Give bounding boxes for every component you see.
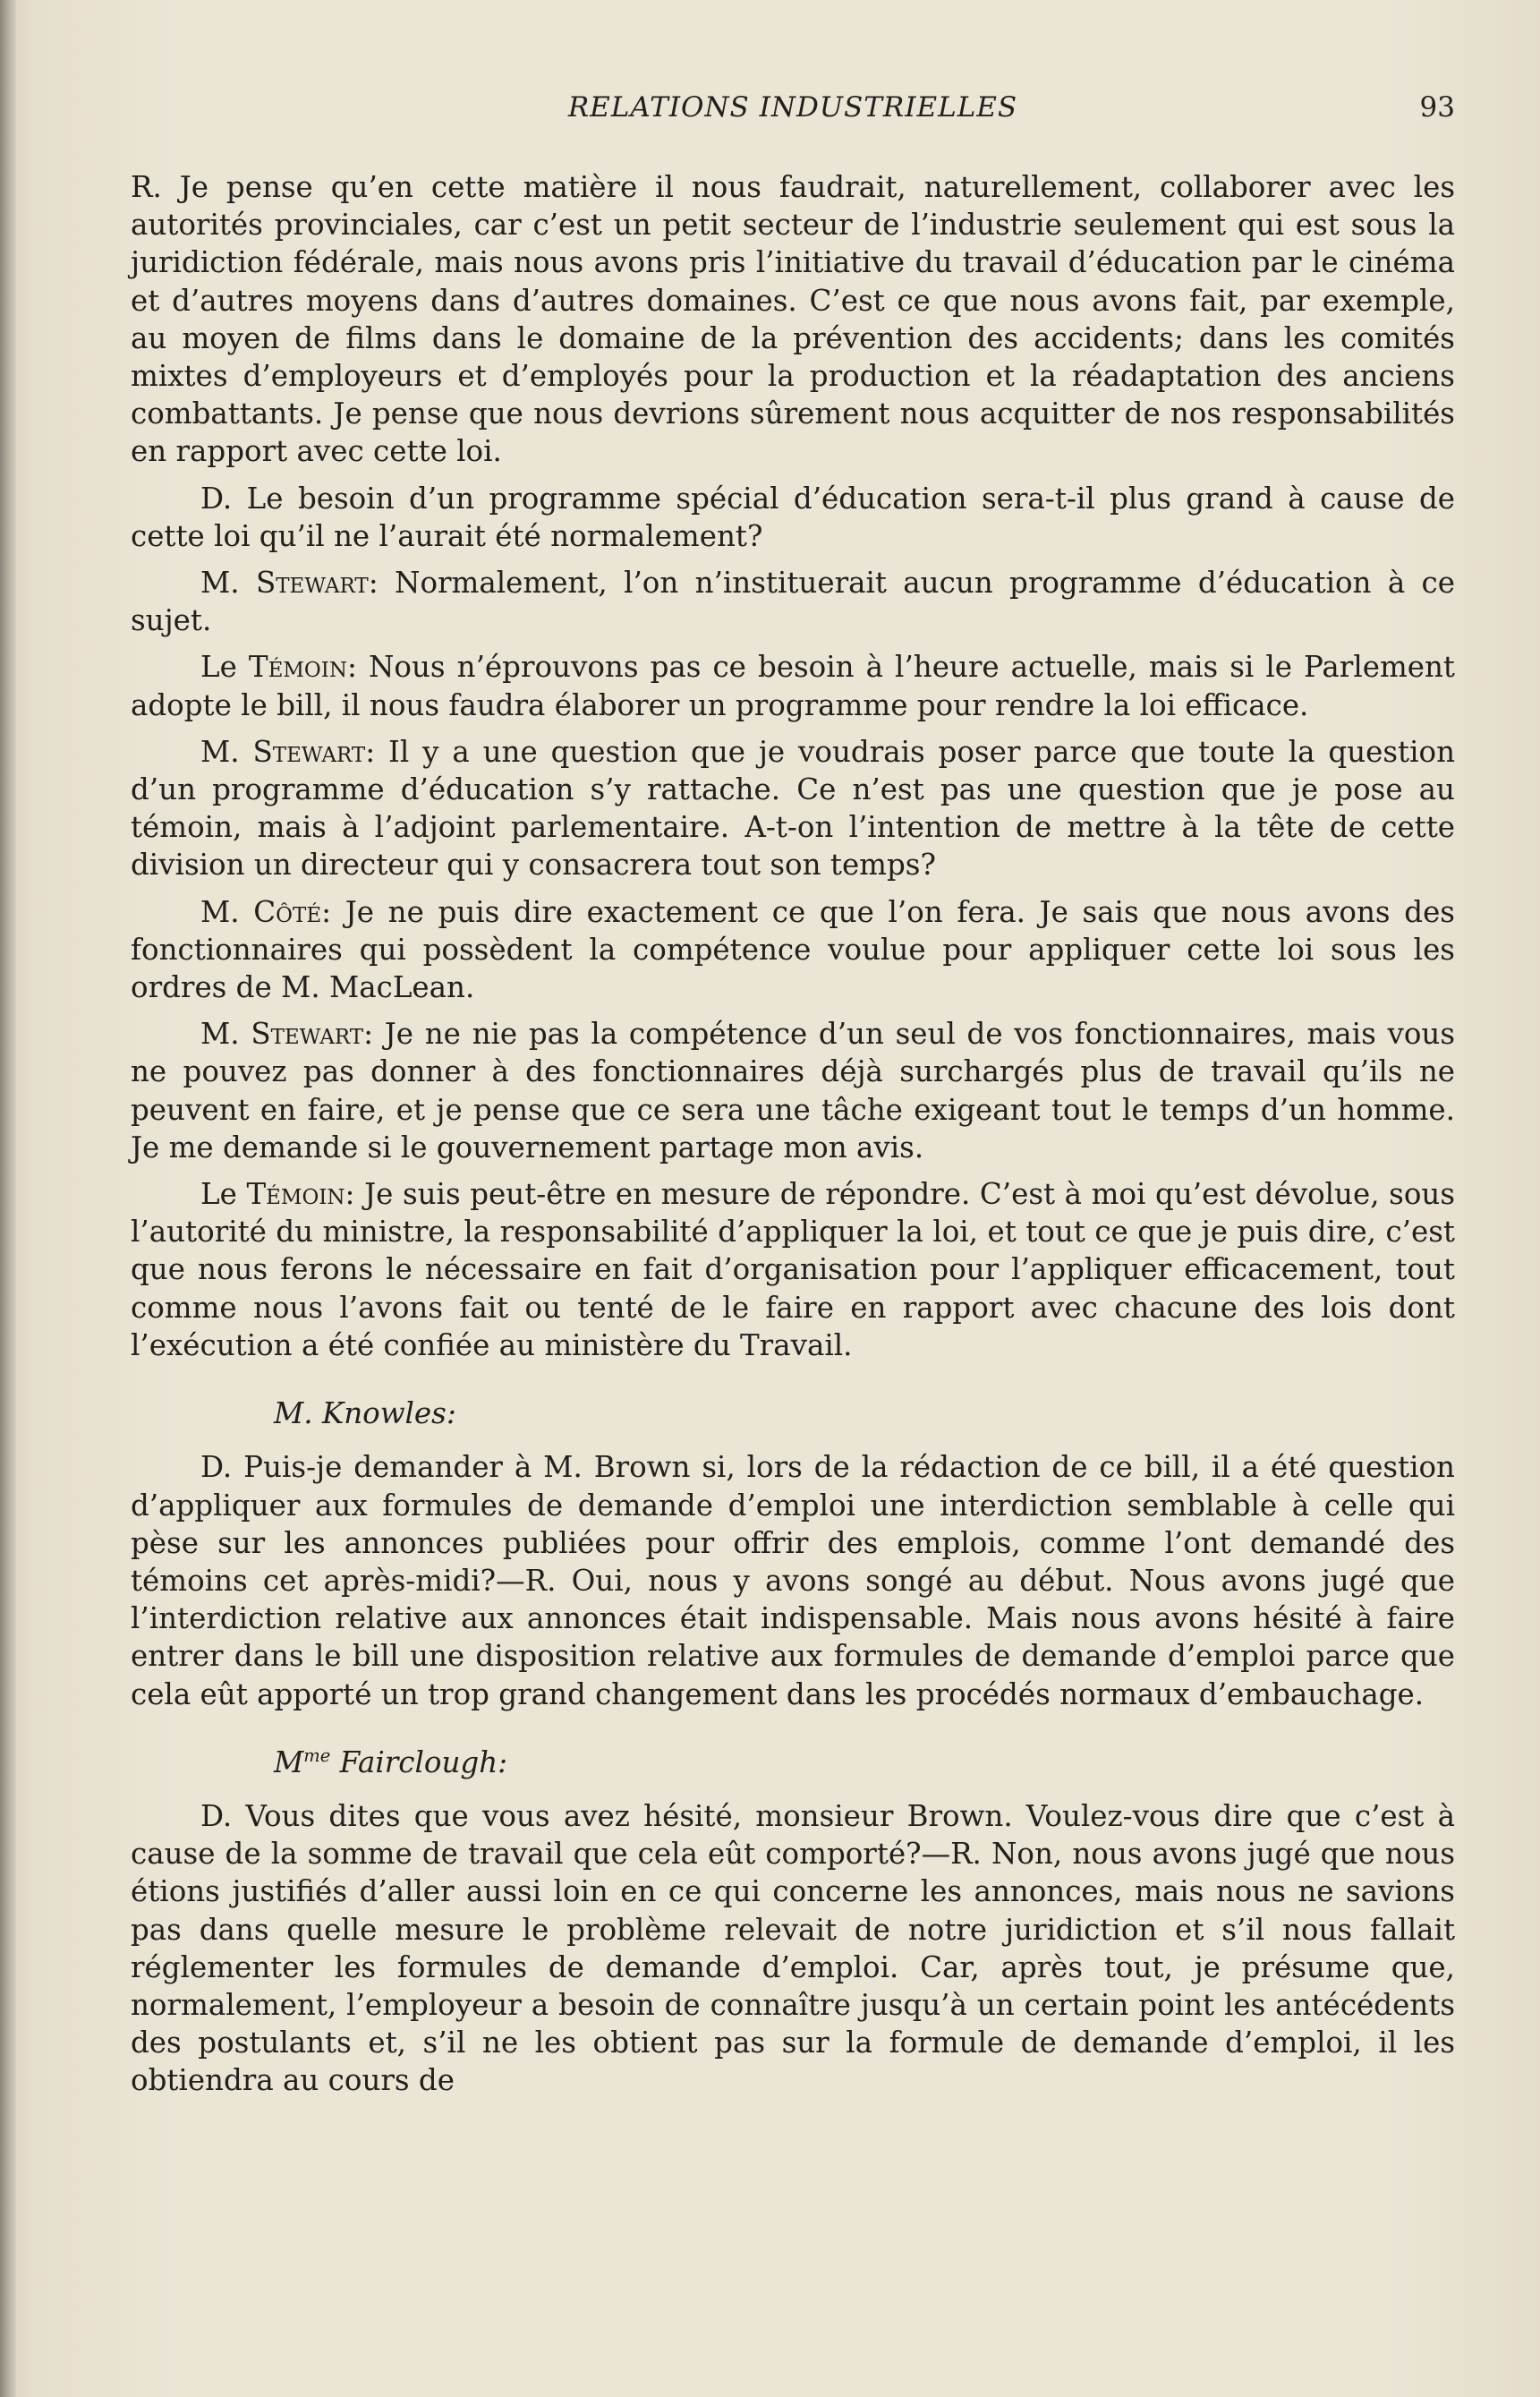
heading-name: Fairclough:: [330, 1744, 508, 1779]
paragraph-knowles-question: D. Puis-je demander à M. Brown si, lors de la rédaction de ce bill, il a été question d’appliquer aux formules de demande d’emploi une interdiction semblable à celle qui pèse sur les annonces publiées pour offrir des emplois, comme l’ont demandé des témoins cet après-midi?—R. Oui, nous y avons songé au début. Nous avons jugé que l’interdiction relative aux annonces était indispensable. Mais nous avons hésité à faire entrer dans le bill une disposition relative aux formules de demande d’emploi parce que cela eût apporté un trop grand changement dans les procédés normaux d’embauchage.: [131, 1450, 1455, 1711]
speaker-prefix: M.: [200, 566, 240, 601]
paragraph-stewart-2: [131, 733, 1455, 884]
speaker-name: Témoin: [246, 1177, 345, 1212]
speaker-name: Stewart: [252, 734, 366, 769]
speaker-prefix: Le: [200, 650, 237, 685]
paragraph-fairclough-question: D. Vous dites que vous avez hésité, monsieur Brown. Voulez-vous dire que c’est à cause de la somme de travail que cela eût comporté?—R. Non, nous avons jugé que nous étions justifiés d’aller aussi loin en ce qui concerne les annonces, mais nous ne savions pas dans quelle mesure le problème relevait de notre juridiction et s’il nous fallait réglementer les formules de demande d’emploi. Car, après tout, je présume que, normalement, l’employeur a besoin de connaître jusqu’à un certain point les antécédents des postulants et, s’il ne les obtient pas sur la formule de demande d’emploi, il les obtiendra au cours de: [131, 1798, 1455, 2098]
page-number: 93: [1419, 91, 1455, 124]
speaker-text: : Normalement, l’on n’instituerait aucun programme d’éducation à ce sujet.: [131, 566, 1455, 638]
paragraph-answer: R. Je pense qu’en cette matière il nous faudrait, naturellement, collaborer avec les autorités provinciales, car c’est un petit secteur de l’industrie seulement qui est sous la juridiction fédérale, mais nous avons pris l’initiative du travail d’éducation par le cinéma et d’autres moyens dans d’autres domaines. C’est ce que nous avons fait, par exemple, au moyen de films dans le domaine de la prévention des accidents; dans les comités mixtes d’employeurs et d’employés pour la production et la réadaptation des anciens combattants. Je pense que nous devrions sûrement nous acquitter de nos responsabilités en rapport avec cette loi.: [131, 170, 1455, 469]
paragraph-temoin-1: [131, 648, 1455, 723]
book-binding-shadow: [0, 0, 16, 2397]
speaker-prefix: M.: [200, 894, 240, 929]
speaker-name: Témoin: [248, 650, 347, 685]
paragraph-temoin-2: [131, 1175, 1455, 1364]
speaker-prefix: M.: [200, 734, 240, 769]
paragraph-stewart-1: [131, 564, 1455, 639]
heading-title-m: M: [274, 1744, 304, 1779]
speaker-name: Stewart: [251, 1017, 364, 1052]
page-header: [131, 91, 1455, 132]
running-title: RELATIONS INDUSTRIELLES: [567, 91, 1018, 124]
paragraph-stewart-3: [131, 1015, 1455, 1166]
speaker-text: : Il y a une question que je voudrais poser parce que toute la question d’un programme d’éducation s’y rattache. Ce n’est pas une question que je pose au témoin, mais à l’adjoint parlementaire. A-t-on l’intention de mettre à la tête de cette division un directeur qui y consacrera tout son temps?: [131, 734, 1455, 883]
speaker-text: : Je ne nie pas la compétence d’un seul de vos fonctionnaires, mais vous ne pouvez pas donner à des fonctionnaires déjà surchargés plus de travail qu’ils ne peuvent en faire, et je pense que ce sera une tâche exigeant tout le temps d’un homme. Je me demande si le gouvernement partage mon avis.: [131, 1017, 1455, 1164]
speaker-text: : Je ne puis dire exactement ce que l’on fera. Je sais que nous avons des fonctionnaires qui possèdent la compétence voulue pour appliquer cette loi sous les ordres de M. MacLean.: [131, 894, 1455, 1005]
speaker-name: Côté: [253, 894, 322, 929]
speaker-name: Stewart: [255, 566, 369, 601]
section-heading-fairclough: [131, 1744, 1455, 1781]
speaker-text: : Je suis peut-être en mesure de répondre. C’est à moi qu’est dévolue, sous l’autorité du ministre, la responsabilité d’appliquer la loi, et tout ce que je puis dire, c’est que nous ferons le nécessaire en fait d’organisation pour l’appliquer efficacement, tout comme nous l’avons fait ou tenté de le faire en rapport avec chacune des lois dont l’exécution a été confiée au ministère du Travail.: [131, 1177, 1455, 1362]
page-body: [131, 168, 1455, 2109]
paragraph-cote: [131, 893, 1455, 1007]
speaker-prefix: M.: [200, 1017, 240, 1052]
section-heading-knowles: M. Knowles:: [274, 1396, 456, 1431]
paragraph-question: D. Le besoin d’un programme spécial d’éducation sera-t-il plus grand à cause de cette loi qu’il ne l’aurait été normalement?: [131, 481, 1455, 553]
speaker-prefix: Le: [200, 1177, 237, 1212]
heading-title-sup: me: [303, 1744, 331, 1766]
speaker-text: : Nous n’éprouvons pas ce besoin à l’heure actuelle, mais si le Parlement adopte le bill, il nous faudra élaborer un programme pour rendre la loi efficace.: [131, 650, 1455, 722]
